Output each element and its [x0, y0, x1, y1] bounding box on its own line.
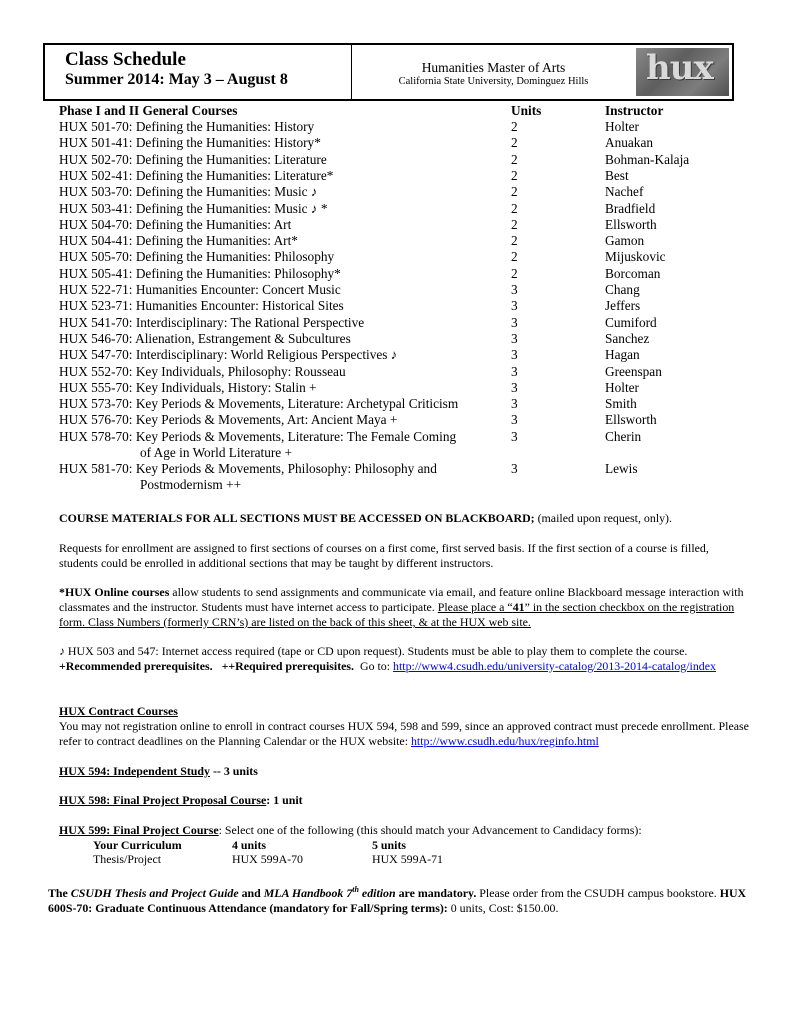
hux598-title: HUX 598: Final Project Proposal Course: [59, 793, 267, 807]
course-units: 2: [511, 233, 518, 249]
course-units: 3: [511, 314, 518, 330]
column-header-course: Phase I and II General Courses: [59, 103, 238, 118]
course-materials-bold: COURSE MATERIALS FOR ALL SECTIONS MUST BE ACCESSED ON BLACKBOARD;: [59, 511, 535, 525]
course-units: 3: [511, 396, 518, 412]
course-units: 3: [511, 460, 518, 476]
course-units: 3: [511, 330, 518, 346]
hux599-col-4units: 4 units: [232, 838, 267, 852]
enrollment-note: Requests for enrollment are assigned to first sections of courses on a first come, first served basis. If the first section of a course is filled, students could be enrolled in additional sections that may be taught by different instructors.: [59, 541, 709, 570]
course-instructor: Mijuskovic: [605, 249, 666, 265]
course-title: HUX 504-70: Defining the Humanities: Art: [59, 216, 292, 232]
course-units: 3: [511, 347, 518, 363]
hux594-line: [59, 764, 749, 779]
guide-sup: th: [352, 885, 359, 894]
hux599-col-5units: 5 units: [372, 838, 407, 852]
music-note: [59, 644, 749, 674]
header-box: [43, 43, 734, 101]
course-units: 2: [511, 249, 518, 265]
online-underlined-a: Please place a “: [437, 600, 513, 614]
course-instructor: Holter: [605, 119, 639, 134]
course-units: 2: [511, 265, 518, 281]
course-units: 3: [511, 363, 518, 379]
hux599-cell-5units: HUX 599A-71: [372, 852, 444, 866]
course-instructor: Ellsworth: [605, 412, 657, 428]
guide-edition: edition: [358, 885, 396, 900]
hux-logo: [636, 48, 729, 96]
guide-note: [48, 882, 748, 916]
music-note-line1: ♪ HUX 503 and 547: Internet access required (tape or CD upon request). Students must be able to play them to complete the course.: [59, 644, 688, 658]
hux599-cell-4units: HUX 599A-70: [232, 852, 304, 866]
header-title-cell: [45, 45, 352, 99]
online-courses-bold: *HUX Online courses: [59, 585, 170, 599]
column-header-instructor: Instructor: [605, 103, 664, 118]
online-underlined-41: 41: [512, 600, 525, 614]
page-subtitle: Summer 2014: May 3 – August 8: [65, 71, 288, 88]
required-prereq: ++Required prerequisites.: [221, 659, 355, 673]
course-units: 2: [511, 200, 518, 216]
course-units: 3: [511, 428, 518, 444]
course-instructor: Bohman-Kalaja: [605, 151, 690, 167]
course-title: HUX 576-70: Key Periods & Movements, Art: Ancient Maya +: [59, 412, 398, 428]
course-instructor: Smith: [605, 396, 637, 412]
hux599-cell-curriculum: Thesis/Project: [93, 852, 162, 866]
course-instructor: Hagan: [605, 347, 640, 363]
course-instructor: Nachef: [605, 184, 644, 200]
course-instructor: Gamon: [605, 233, 645, 249]
course-instructor: Holter: [605, 379, 639, 395]
course-instructor: Lewis: [605, 460, 638, 476]
online-courses-note: [59, 585, 749, 630]
hux598-rest: : 1 unit: [266, 793, 303, 807]
course-title: HUX 578-70: Key Periods & Movements, Literature: The Female Coming: [59, 428, 457, 444]
guide-thesis-title: CSUDH Thesis and Project Guide: [70, 885, 239, 900]
course-materials-rest: (mailed upon request, only).: [534, 511, 672, 525]
program-name: Humanities Master of Arts: [421, 60, 566, 75]
course-instructor: Borcoman: [605, 265, 661, 281]
guide-hux600: HUX 600S-70: Graduate Continuous Attendance (mandatory for Fall/Spring terms):: [48, 885, 747, 915]
goto-label: Go to:: [359, 659, 394, 673]
hux599-rest: : Select one of the following (this should match your Advancement to Candidacy forms):: [218, 823, 642, 837]
hux594-title: HUX 594: Independent Study: [59, 764, 210, 778]
contract-courses-heading: HUX Contract Courses: [59, 704, 178, 718]
guide-p3: are mandatory.: [395, 885, 477, 900]
course-instructor: Chang: [605, 282, 640, 297]
online-underlined-b: ” in the section checkbox on the registration form. Class Numbers (formerly CRN’s) are listed on the back of this sheet, & at the HUX web site.: [59, 600, 735, 629]
course-title: HUX 504-41: Defining the Humanities: Art*: [59, 233, 298, 249]
course-title: HUX 581-70: Key Periods & Movements, Philosophy: Philosophy and: [59, 460, 437, 476]
online-courses-text: allow students to send assignments and communicate via email, and feature online Blackboard message interaction with classmates and the instructor. Students must have internet access to participate.: [59, 585, 744, 614]
course-units: 2: [511, 184, 518, 200]
reginfo-link[interactable]: http://www.csudh.edu/hux/reginfo.html: [410, 734, 599, 748]
guide-p2: and: [238, 885, 264, 900]
catalog-link[interactable]: http://www4.csudh.edu/university-catalog/2013-2014-catalog/index: [393, 659, 716, 673]
course-title: HUX 541-70: Interdisciplinary: The Rational Perspective: [59, 314, 365, 330]
course-title: HUX 555-70: Key Individuals, History: Stalin +: [59, 379, 317, 395]
course-title: HUX 546-70: Alienation, Estrangement & Subcultures: [59, 330, 351, 346]
hux594-rest: -- 3 units: [209, 764, 258, 778]
course-title: HUX 501-70: Defining the Humanities: History: [59, 119, 315, 134]
course-instructor: Ellsworth: [605, 216, 657, 232]
page-title: Class Schedule: [65, 49, 186, 70]
course-units: 2: [511, 119, 518, 134]
course-instructor: Sanchez: [605, 330, 650, 346]
course-title: HUX 505-70: Defining the Humanities: Philosophy: [59, 249, 335, 265]
course-title: HUX 547-70: Interdisciplinary: World Religious Perspectives ♪: [59, 347, 398, 363]
course-units: 3: [511, 412, 518, 428]
course-title-continued: Postmodernism ++: [140, 476, 242, 492]
course-title: HUX 502-41: Defining the Humanities: Literature*: [59, 167, 334, 183]
course-title: HUX 501-41: Defining the Humanities: History*: [59, 135, 321, 151]
course-units: 2: [511, 167, 518, 183]
course-title: HUX 503-41: Defining the Humanities: Music ♪ *: [59, 200, 328, 216]
hux599-line: [59, 823, 749, 838]
guide-mla-title: MLA Handbook 7: [263, 885, 353, 900]
course-instructor: Greenspan: [605, 363, 662, 379]
course-title: HUX 522-71: Humanities Encounter: Concert Music: [59, 282, 341, 297]
course-materials-note: [59, 511, 749, 526]
course-instructor: Jeffers: [605, 298, 641, 314]
course-title: HUX 505-41: Defining the Humanities: Philosophy*: [59, 265, 341, 281]
hux-logo-text: hux: [646, 48, 713, 88]
course-instructor: Anuakan: [605, 135, 653, 151]
course-instructor: Cherin: [605, 428, 642, 444]
university-name: California State University, Dominguez Hills: [398, 76, 589, 87]
course-units: 3: [511, 379, 518, 395]
contract-courses-section: [59, 704, 749, 749]
course-instructor: Bradfield: [605, 200, 656, 216]
course-units: 2: [511, 135, 518, 151]
course-units: 2: [511, 151, 518, 167]
guide-t2: 0 units, Cost: $150.00.: [447, 900, 559, 915]
prerequisites-line: [59, 659, 749, 674]
course-title: HUX 523-71: Humanities Encounter: Historical Sites: [59, 298, 344, 314]
course-title: HUX 502-70: Defining the Humanities: Literature: [59, 151, 327, 167]
hux599-title: HUX 599: Final Project Course: [59, 823, 219, 837]
course-units: 2: [511, 216, 518, 232]
guide-p1: The: [48, 885, 71, 900]
course-title: HUX 503-70: Defining the Humanities: Music ♪: [59, 184, 318, 200]
hux599-col-curriculum: Your Curriculum: [93, 838, 182, 852]
course-instructor: Cumiford: [605, 314, 657, 330]
contract-text: You may not registration online to enroll in contract courses HUX 594, 598 and 599, since an approved contract must precede enrollment. Please refer to contract deadlines on the Planning Calendar or the HUX website:: [59, 719, 749, 748]
contract-courses-text: [59, 719, 749, 749]
course-units: 3: [511, 282, 518, 297]
course-title: HUX 552-70: Key Individuals, Philosophy: Rousseau: [59, 363, 346, 379]
course-title-continued: of Age in World Literature +: [140, 444, 293, 460]
column-header-units: Units: [511, 103, 542, 118]
course-title: HUX 573-70: Key Periods & Movements, Literature: Archetypal Criticism: [59, 396, 459, 412]
guide-t1: Please order from the CSUDH campus bookstore.: [476, 885, 720, 900]
hux598-line: [59, 793, 749, 808]
course-units: 3: [511, 298, 518, 314]
recommended-prereq: +Recommended prerequisites.: [59, 659, 213, 673]
course-instructor: Best: [605, 167, 629, 183]
